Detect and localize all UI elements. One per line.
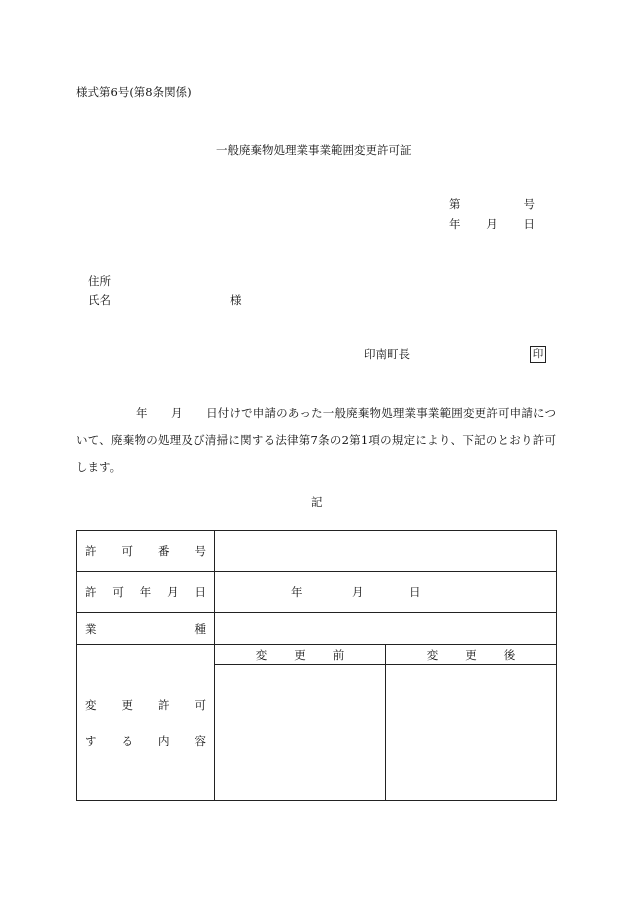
label-char: 内 — [158, 733, 170, 748]
permit-month: 月 — [352, 585, 364, 599]
label-char: 可 — [121, 544, 133, 558]
header-char: 更 — [465, 647, 477, 662]
form-number: 様式第6号(第8条関係) — [76, 85, 192, 99]
row-permit-date — [77, 572, 557, 613]
issue-year: 年 — [449, 217, 461, 231]
label-char: 種 — [194, 621, 206, 636]
header-char: 前 — [332, 647, 345, 662]
permit-number-value — [215, 531, 557, 572]
permit-number-label — [77, 531, 215, 572]
label-char: 可 — [112, 585, 124, 599]
label-char: 号 — [194, 544, 206, 558]
header-char: 変 — [255, 647, 268, 662]
after-value — [386, 665, 557, 801]
label-char: 許 — [85, 585, 97, 599]
change-content-label — [77, 645, 215, 801]
number-go: 号 — [523, 197, 535, 211]
row-change-header — [77, 645, 557, 665]
issue-day: 日 — [523, 217, 535, 231]
header-char: 後 — [503, 647, 516, 662]
number-dai: 第 — [449, 197, 461, 211]
business-type-label — [77, 613, 215, 645]
header-char: 更 — [294, 647, 306, 662]
issuer-title: 印南町長 — [364, 347, 410, 361]
permit-table — [76, 530, 557, 801]
row-business-type — [77, 613, 557, 645]
seal-mark: 印 — [530, 346, 546, 363]
header-char: 変 — [426, 647, 439, 662]
permit-date-value — [215, 572, 557, 613]
issue-month: 月 — [486, 217, 498, 231]
name-label: 氏名 — [88, 293, 111, 307]
body-paragraph: 年 月 日付けで申請のあった一般廃棄物処理業事業範囲変更許可申請について、廃棄物の処理及び清掃に関する法律第7条の2第1項の規定により、下記のとおり許可します。 — [76, 406, 556, 474]
label-char: 容 — [194, 733, 206, 748]
before-header — [215, 645, 386, 665]
label-char: 可 — [194, 697, 206, 712]
label-char: る — [121, 733, 133, 748]
label-char: 業 — [85, 621, 97, 636]
permit-date-label — [77, 572, 215, 613]
business-type-value — [215, 613, 557, 645]
address-label: 住所 — [88, 274, 111, 288]
label-char: 月 — [167, 585, 179, 599]
label-char: 年 — [139, 585, 152, 599]
honorific: 様 — [230, 293, 242, 307]
label-char: 許 — [158, 697, 170, 712]
label-char: 許 — [85, 544, 97, 558]
row-permit-number — [77, 531, 557, 572]
label-char: 更 — [121, 697, 133, 712]
before-value — [215, 665, 386, 801]
document-number — [449, 199, 535, 211]
issue-date — [449, 219, 535, 231]
ki-heading: 記 — [311, 495, 323, 509]
label-char: 番 — [158, 544, 170, 558]
label-char: す — [85, 733, 97, 748]
document-title: 一般廃棄物処理業事業範囲変更許可証 — [216, 143, 412, 157]
permit-year: 年 — [291, 585, 303, 599]
label-char: 日 — [194, 585, 206, 599]
permit-day: 日 — [409, 585, 421, 599]
after-header — [386, 645, 557, 665]
label-char: 変 — [85, 697, 97, 712]
